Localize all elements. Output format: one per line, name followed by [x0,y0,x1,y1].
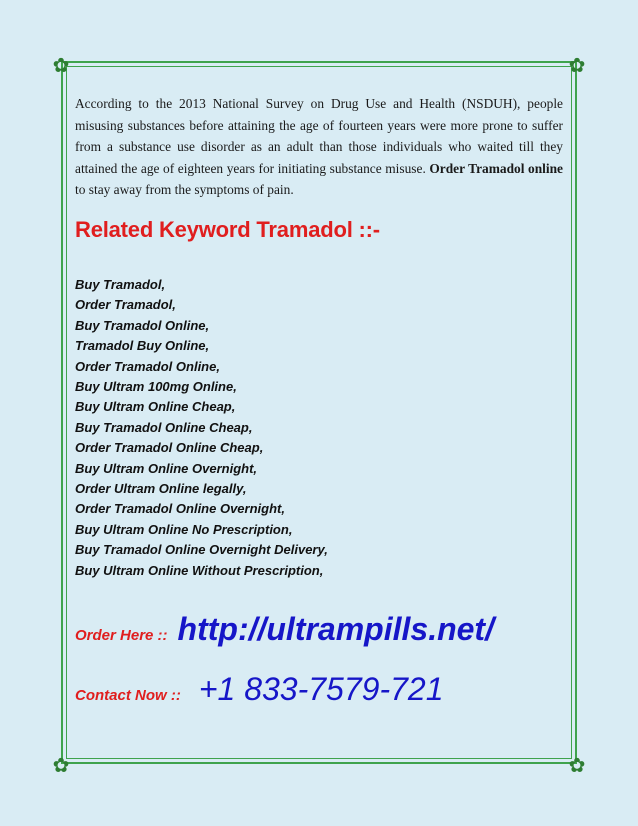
keyword-item: Order Tramadol, [75,297,176,313]
order-link[interactable]: http://ultrampills.net/ [177,611,494,647]
contact-label: Contact Now :: [75,687,181,704]
flourish-corner-icon: ✿ [52,53,70,77]
contact-row [75,671,443,708]
flourish-corner-icon: ✿ [568,753,586,777]
flourish-corner-icon: ✿ [568,53,586,77]
keyword-item: Buy Ultram Online No Prescription, [75,521,293,537]
keyword-item: Tramadol Buy Online, [75,338,210,354]
keyword-item: Buy Ultram Online Cheap, [75,399,236,415]
keyword-heading: Related Keyword Tramadol ::- [75,217,380,242]
paragraph-text: According to the 2013 National Survey on Drug Use and Health (NSDUH), people misusing substances before attaining the age of fourteen years were more prone to suffer from a substance use disorder as an adult than those individuals who waited till they attained the age of eighteen years for initiating substance misuse. [75,96,563,176]
contact-phone[interactable]: +1 833-7579-721 [198,671,444,707]
keyword-item: Buy Tramadol Online Overnight Delivery, [75,542,328,558]
keyword-item: Buy Ultram 100mg Online, [75,379,237,395]
keyword-item: Buy Ultram Online Without Prescription, [75,562,324,578]
keyword-list [75,275,328,581]
order-label: Order Here :: [75,627,168,644]
keyword-item: Buy Tramadol Online Cheap, [75,419,253,435]
order-row [75,611,494,648]
keyword-item: Buy Tramadol Online, [75,317,210,333]
flourish-corner-icon: ✿ [52,753,70,777]
paragraph-bold-phrase: Order Tramadol online [429,160,563,176]
keyword-item: Order Ultram Online legally, [75,481,247,497]
keyword-item: Order Tramadol Online Cheap, [75,440,264,456]
page-content [75,93,563,707]
keyword-item: Order Tramadol Online, [75,358,220,374]
intro-paragraph [75,93,563,201]
keyword-item: Buy Ultram Online Overnight, [75,460,258,476]
keyword-item: Buy Tramadol, [75,277,166,292]
keyword-item: Order Tramadol Online Overnight, [75,501,285,517]
paragraph-tail: to stay away from the symptoms of pain. [75,182,294,197]
